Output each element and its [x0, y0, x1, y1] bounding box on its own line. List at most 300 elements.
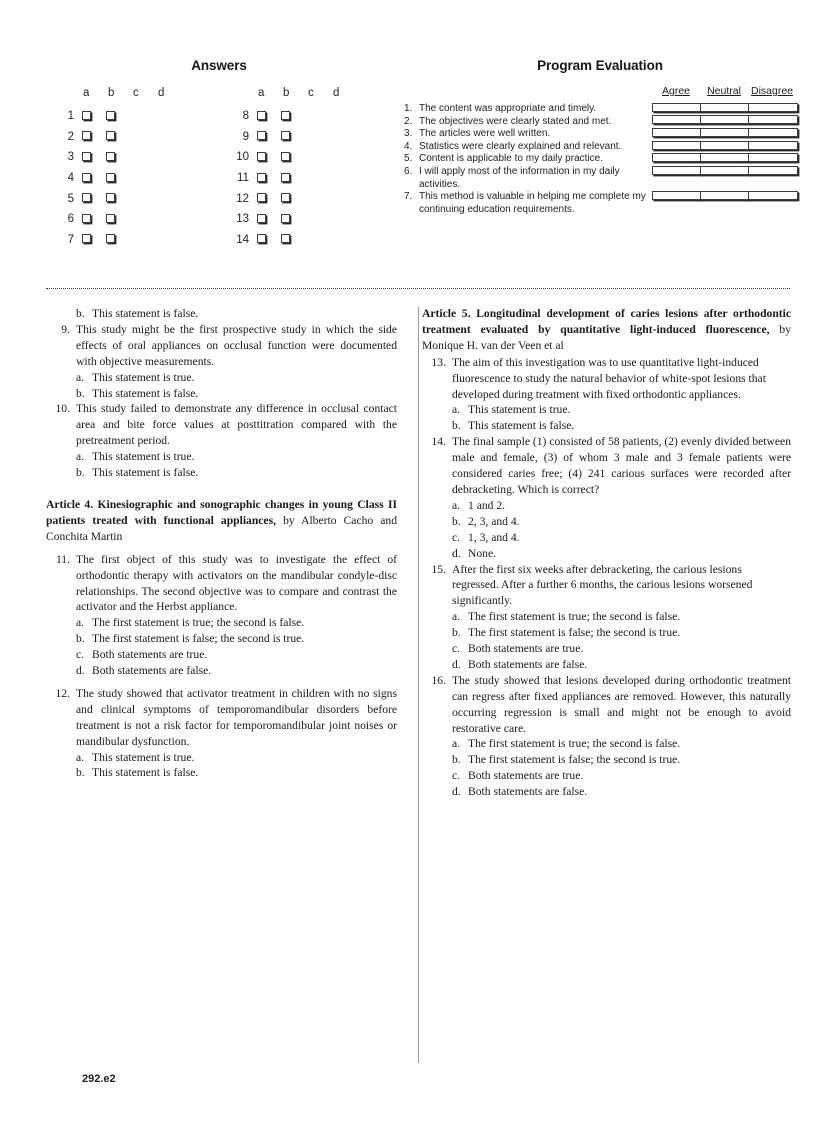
question-item [422, 434, 791, 561]
answers-title: Answers [191, 58, 247, 73]
question-body [452, 434, 791, 561]
answer-checkbox-b[interactable] [106, 151, 130, 163]
answer-row-number: 8 [242, 110, 249, 123]
evaluation-question-text: This method is valuable in helping me complete my continuing education requirements. [419, 191, 646, 215]
checkbox-icon[interactable] [82, 193, 91, 202]
answer-checkbox-b[interactable] [106, 110, 130, 122]
checkbox-icon[interactable] [652, 191, 702, 200]
question-option [452, 752, 791, 768]
option-letter: a. [452, 403, 461, 417]
answer-row [219, 147, 394, 168]
evaluation-checkbox-disagree[interactable] [748, 141, 796, 154]
article-4-heading [46, 497, 397, 545]
checkbox-icon[interactable] [257, 234, 266, 243]
checkbox-icon[interactable] [652, 128, 702, 137]
checkbox-icon[interactable] [257, 152, 266, 161]
answer-row-number: 7 [67, 233, 74, 246]
evaluation-question-number: 5. [404, 153, 413, 165]
answers-header-row [44, 85, 219, 101]
evaluation-question [404, 153, 652, 166]
evaluation-checkbox-disagree[interactable] [748, 128, 796, 141]
question-item [422, 355, 791, 435]
answer-checkbox-b[interactable] [281, 213, 305, 225]
checkbox-icon[interactable] [82, 173, 91, 182]
question-text: The final sample (1) consisted of 58 patients, (2) evenly divided between male and female, (3) of whom 3 male and 3 female patients were considered caries free; (4) 241 carious surfaces were recorded after debracketing. Which is correct? [452, 435, 791, 496]
question-number: 15. [431, 562, 446, 576]
option-text: This statement is true. [92, 750, 195, 764]
evaluation-checkbox-neutral[interactable] [700, 116, 748, 129]
answer-checkbox-a[interactable] [257, 213, 281, 225]
evaluation-question-number: 1. [404, 103, 413, 114]
checkbox-icon[interactable] [257, 173, 266, 182]
answer-row-number: 2 [67, 130, 74, 143]
answer-checkbox-b[interactable] [106, 172, 130, 184]
evaluation-row [404, 103, 796, 116]
evaluation-question [404, 128, 652, 141]
evaluation-row [404, 116, 796, 129]
question-text: This study failed to demonstrate any difference in occlusal contact area and bite force values at posttitration compared with the pretreatment period. [76, 402, 397, 448]
question-item [46, 552, 397, 679]
article-4-title: Article 4. Kinesiographic and sonographic changes in young Class II patients treated with functional appliances, [46, 497, 397, 527]
question-option [76, 386, 397, 402]
evaluation-question [404, 116, 652, 129]
checkbox-icon[interactable] [106, 111, 115, 120]
right-text-column [422, 306, 791, 800]
answer-row [44, 209, 219, 230]
question-option [452, 657, 791, 673]
answer-checkbox-a[interactable] [257, 234, 281, 246]
evaluation-question-text: Content is applicable to my daily practice. [419, 153, 603, 165]
option-letter: b. [76, 386, 85, 400]
evaluation-choices [652, 166, 796, 179]
checkbox-icon[interactable] [700, 103, 750, 112]
checkbox-icon[interactable] [700, 153, 750, 162]
answer-checkbox-b[interactable] [281, 131, 305, 143]
option-letter: c. [76, 648, 85, 662]
evaluation-checkbox-neutral[interactable] [700, 166, 748, 179]
answer-row [44, 127, 219, 148]
answer-row-number: 3 [67, 151, 74, 164]
checkbox-icon[interactable] [82, 214, 91, 223]
question-text: The first object of this study was to investigate the effect of orthodontic therapy with activators on the mandibular condyle-disc relationships. The second objective was to compare and contrast the activator and the Herbst appliance. [76, 552, 397, 614]
answers-header-row [219, 85, 394, 101]
question-option [76, 750, 397, 766]
answer-checkbox-b[interactable] [106, 213, 130, 225]
option-text: The first statement is false; the second is true. [468, 753, 681, 767]
checkbox-icon[interactable] [106, 234, 115, 243]
question-item [46, 686, 397, 781]
checkbox-icon[interactable] [281, 111, 290, 120]
answers-header-a: a [258, 87, 265, 99]
answer-checkbox-b[interactable] [106, 131, 130, 143]
checkbox-icon[interactable] [281, 173, 290, 182]
evaluation-question-text: The articles were well written. [419, 128, 551, 140]
question-item [422, 562, 791, 673]
evaluation-row [404, 191, 796, 216]
answer-row [219, 188, 394, 209]
checkbox-icon[interactable] [652, 115, 702, 124]
option-text: Both statements are false. [468, 657, 588, 671]
option-text: This statement is true. [92, 370, 195, 384]
question-spacer [46, 679, 397, 686]
checkbox-icon[interactable] [82, 234, 91, 243]
answer-checkbox-b[interactable] [281, 193, 305, 205]
evaluation-checkbox-neutral[interactable] [700, 103, 748, 116]
question-text: This study might be the first prospective study in which the side effects of oral appliances on occlusal function were documented with objective measurements. [76, 322, 397, 368]
checkbox-icon[interactable] [106, 173, 115, 182]
answer-row [44, 230, 219, 251]
question-item [422, 673, 791, 800]
question-option [76, 465, 397, 481]
answer-checkbox-a[interactable] [257, 110, 281, 122]
scale-label-neutral: Neutral [707, 85, 741, 97]
question-body [76, 686, 397, 781]
question-option [452, 784, 791, 800]
evaluation-question-number: 7. [404, 191, 413, 203]
article-5-heading [422, 306, 791, 354]
evaluation-choices [652, 103, 796, 116]
checkbox-icon[interactable] [748, 153, 798, 162]
answer-row-number: 9 [242, 130, 249, 143]
question-text: The aim of this investigation was to use quantitative light-induced fluorescence to study the natural behavior of white-spot lesions that developed during treatment with fixed orthodontic appliances. [452, 355, 766, 401]
question-body [452, 562, 791, 673]
option-letter: b. [76, 632, 85, 646]
option-text: This statement is false. [468, 419, 575, 433]
option-letter: d. [76, 664, 85, 678]
answer-checkbox-b[interactable] [281, 110, 305, 122]
checkbox-icon[interactable] [748, 103, 798, 112]
checkbox-icon[interactable] [281, 234, 290, 243]
checkbox-icon[interactable] [700, 128, 750, 137]
checkbox-icon[interactable] [700, 115, 750, 124]
question-number: 16. [431, 673, 446, 687]
checkbox-icon[interactable] [748, 115, 798, 124]
continuation-option [46, 306, 397, 322]
option-text: The first statement is true; the second is false. [468, 737, 681, 751]
checkbox-icon[interactable] [106, 131, 115, 140]
question-number: 10. [55, 402, 70, 416]
question-option [76, 615, 397, 631]
question-option [76, 663, 397, 679]
answer-row-number: 12 [236, 192, 249, 205]
answer-row [219, 209, 394, 230]
option-letter: b. [452, 753, 461, 767]
option-letter: c. [452, 769, 461, 783]
question-option [76, 765, 397, 781]
answer-row-number: 1 [67, 110, 74, 123]
checkbox-icon[interactable] [281, 152, 290, 161]
question-body [76, 401, 397, 481]
question-option [76, 631, 397, 647]
checkbox-icon[interactable] [281, 131, 290, 140]
evaluation-row [404, 128, 796, 141]
article-4-byline: by Alberto Cacho and Conchita Martin [46, 513, 398, 543]
evaluation-checkbox-disagree[interactable] [748, 103, 796, 116]
evaluation-choices [652, 153, 796, 166]
question-option [452, 402, 791, 418]
column-divider [418, 307, 419, 1063]
evaluation-checkbox-neutral[interactable] [700, 153, 748, 166]
evaluation-checkbox-agree[interactable] [652, 191, 700, 204]
question-option [452, 498, 791, 514]
checkbox-icon[interactable] [748, 166, 798, 175]
answer-row [44, 168, 219, 189]
question-option [452, 609, 791, 625]
option-text: Both statements are true. [468, 769, 584, 783]
evaluation-checkbox-agree[interactable] [652, 141, 700, 154]
checkbox-icon[interactable] [106, 214, 115, 223]
checkbox-icon[interactable] [281, 193, 290, 202]
option-text: Both statements are false. [92, 664, 212, 678]
option-text: 1 and 2. [468, 498, 506, 512]
answers-header-b: b [108, 87, 115, 99]
evaluation-question-number: 6. [404, 165, 413, 177]
option-letter: a. [76, 450, 85, 464]
checkbox-icon[interactable] [748, 191, 798, 200]
question-body [76, 322, 397, 402]
evaluation-checkbox-agree[interactable] [652, 166, 700, 179]
evaluation-question [404, 141, 652, 154]
evaluation-row [404, 153, 796, 166]
evaluation-checkbox-disagree[interactable] [748, 191, 796, 204]
question-option [452, 546, 791, 562]
checkbox-icon[interactable] [652, 153, 702, 162]
answer-row [219, 168, 394, 189]
option-letter: a. [452, 737, 461, 751]
answer-checkbox-a[interactable] [257, 131, 281, 143]
question-item [46, 322, 397, 402]
answer-row-number: 6 [67, 213, 74, 226]
option-letter: b. [452, 419, 461, 433]
answer-row [44, 188, 219, 209]
checkbox-icon[interactable] [700, 141, 750, 150]
evaluation-choices [652, 128, 796, 141]
article-5-title: Article 5. Longitudinal development of caries lesions after orthodontic treatment evaluated by quantitative light-induced fluorescence, [422, 307, 791, 336]
option-text: The first statement is true; the second is false. [468, 610, 681, 624]
option-text: The first statement is true; the second is false. [92, 616, 305, 630]
answers-grid [44, 85, 394, 250]
evaluation-checkbox-disagree[interactable] [748, 166, 796, 179]
question-text: The study showed that lesions developed during orthodontic treatment can regress after fixed appliances are removed. However, this naturally occurring regression is small and might not be enough to avoid restorative care. [452, 673, 791, 735]
evaluation-question [404, 103, 652, 116]
option-text: This statement is false. [92, 466, 199, 480]
question-body [76, 552, 397, 679]
option-letter: d. [452, 785, 461, 799]
option-text: This statement is false. [92, 386, 199, 400]
answer-row [219, 106, 394, 127]
option-text: None. [468, 546, 497, 560]
scale-label-agree: Agree [661, 85, 691, 97]
answers-header-c: c [308, 87, 314, 99]
evaluation-scale-header [404, 85, 796, 97]
answer-row-number: 13 [236, 213, 249, 226]
section-divider-dotted [46, 288, 790, 289]
answer-checkbox-b[interactable] [281, 151, 305, 163]
option-letter: b. [452, 626, 461, 640]
option-text: 2, 3, and 4. [468, 514, 520, 528]
answers-section [44, 58, 394, 250]
answers-header-b: b [283, 87, 290, 99]
option-letter: b. [76, 466, 85, 480]
checkbox-icon[interactable] [82, 131, 91, 140]
answer-row [219, 127, 394, 148]
page-folio: 292.e2 [82, 1073, 116, 1085]
checkbox-icon[interactable] [257, 214, 266, 223]
answers-column-right [219, 85, 394, 250]
question-body [452, 673, 791, 800]
question-option [76, 449, 397, 465]
evaluation-question-number: 2. [404, 115, 413, 127]
question-body [452, 355, 791, 435]
answer-row-number: 10 [236, 151, 249, 164]
option-letter: a. [76, 616, 85, 630]
option-text: The first statement is false; the second is true. [468, 626, 681, 640]
checkbox-icon[interactable] [257, 193, 266, 202]
checkbox-icon[interactable] [652, 166, 702, 175]
question-option [452, 625, 791, 641]
evaluation-question [404, 191, 652, 216]
question-option [452, 641, 791, 657]
answer-checkbox-a[interactable] [257, 172, 281, 184]
answers-column-left [44, 85, 219, 250]
program-evaluation-title: Program Evaluation [537, 58, 663, 73]
article-5-byline: by Monique H. van der Veen et al [422, 322, 791, 352]
option-letter: a. [76, 750, 85, 764]
evaluation-question-text: The content was appropriate and timely. [419, 103, 597, 114]
answer-row [219, 230, 394, 251]
answer-checkbox-b[interactable] [281, 234, 305, 246]
answer-row-number: 4 [67, 172, 74, 185]
evaluation-checkbox-neutral[interactable] [700, 141, 748, 154]
answer-checkbox-a[interactable] [82, 172, 106, 184]
option-letter: b. [76, 766, 85, 780]
evaluation-checkbox-agree[interactable] [652, 153, 700, 166]
evaluation-checkbox-disagree[interactable] [748, 116, 796, 129]
evaluation-checkbox-neutral[interactable] [700, 191, 748, 204]
program-evaluation-section [404, 58, 796, 216]
checkbox-icon[interactable] [106, 193, 115, 202]
evaluation-choices [652, 116, 796, 129]
question-option [452, 530, 791, 546]
answer-row-number: 11 [237, 172, 249, 185]
evaluation-checkbox-disagree[interactable] [748, 153, 796, 166]
answer-checkbox-b[interactable] [106, 234, 130, 246]
option-text: The first statement is false; the second is true. [92, 632, 305, 646]
question-option [452, 768, 791, 784]
answer-checkbox-b[interactable] [281, 172, 305, 184]
option-text: Both statements are true. [468, 642, 584, 656]
evaluation-checkbox-agree[interactable] [652, 103, 700, 116]
option-letter: b. [452, 514, 461, 528]
checkbox-icon[interactable] [652, 103, 702, 112]
answer-row-number: 14 [236, 233, 249, 246]
evaluation-question [404, 166, 652, 191]
option-letter: c. [452, 530, 461, 544]
left-text-column [46, 306, 397, 781]
question-number: 12. [55, 686, 70, 700]
option-letter: b. [76, 307, 85, 320]
evaluation-question-text: I will apply most of the information in my daily activities. [419, 165, 620, 190]
evaluation-choices [652, 191, 796, 204]
answer-checkbox-a[interactable] [82, 193, 106, 205]
evaluation-question-number: 3. [404, 128, 413, 140]
option-letter: a. [452, 498, 461, 512]
question-option [76, 647, 397, 663]
option-text: This statement is true. [92, 450, 195, 464]
question-option [452, 418, 791, 434]
answers-header-d: d [333, 87, 340, 99]
checkbox-icon[interactable] [748, 128, 798, 137]
answer-checkbox-b[interactable] [106, 193, 130, 205]
question-number: 13. [431, 355, 446, 369]
checkbox-icon[interactable] [281, 214, 290, 223]
evaluation-question-text: The objectives were clearly stated and met. [419, 115, 612, 127]
question-number: 9. [61, 322, 70, 336]
evaluation-question-text: Statistics were clearly explained and relevant. [419, 140, 622, 152]
evaluation-checkbox-agree[interactable] [652, 128, 700, 141]
checkbox-icon[interactable] [257, 111, 266, 120]
evaluation-question-number: 4. [404, 140, 413, 152]
option-text: This statement is false. [92, 307, 199, 320]
option-text: This statement is true. [468, 403, 571, 417]
evaluation-row [404, 166, 796, 191]
checkbox-icon[interactable] [82, 111, 91, 120]
checkbox-icon[interactable] [257, 131, 266, 140]
question-option [452, 514, 791, 530]
question-number: 11. [55, 552, 70, 566]
option-text: Both statements are false. [468, 785, 588, 799]
option-letter: a. [452, 610, 461, 624]
checkbox-icon[interactable] [700, 166, 750, 175]
question-text: After the first six weeks after debracketing, the carious lesions regressed. After a further 6 months, the carious lesions worsened significantly. [452, 562, 753, 608]
question-text: The study showed that activator treatment in children with no signs and clinical symptoms of temporomandibular disorders before treatment is not a risk factor for temporomandibular joint noises or mandibular dysfunction. [76, 686, 397, 748]
answer-checkbox-a[interactable] [82, 131, 106, 143]
answer-row-number: 5 [67, 192, 74, 205]
answer-checkbox-a[interactable] [257, 151, 281, 163]
scale-label-disagree: Disagree [750, 85, 794, 97]
evaluation-choices [652, 141, 796, 154]
evaluation-checkbox-neutral[interactable] [700, 128, 748, 141]
checkbox-icon[interactable] [106, 152, 115, 161]
option-text: This statement is false. [92, 766, 199, 780]
question-option [76, 370, 397, 386]
answers-header-d: d [158, 87, 165, 99]
option-letter: c. [452, 642, 461, 656]
answer-row [44, 147, 219, 168]
option-letter: d. [452, 657, 461, 671]
answer-checkbox-a[interactable] [257, 193, 281, 205]
checkbox-icon[interactable] [652, 141, 702, 150]
answers-header-a: a [83, 87, 90, 99]
answer-row [44, 106, 219, 127]
evaluation-row [404, 141, 796, 154]
answer-checkbox-a[interactable] [82, 213, 106, 225]
question-number: 14. [431, 435, 446, 449]
checkbox-icon[interactable] [700, 191, 750, 200]
option-text: Both statements are true. [92, 648, 208, 662]
option-letter: a. [76, 370, 85, 384]
answer-checkbox-a[interactable] [82, 234, 106, 246]
checkbox-icon[interactable] [748, 141, 798, 150]
option-letter: d. [452, 546, 461, 560]
question-option [452, 736, 791, 752]
evaluation-checkbox-agree[interactable] [652, 116, 700, 129]
answer-checkbox-a[interactable] [82, 110, 106, 122]
answer-checkbox-a[interactable] [82, 151, 106, 163]
answers-header-c: c [133, 87, 139, 99]
checkbox-icon[interactable] [82, 152, 91, 161]
option-text: 1, 3, and 4. [468, 530, 520, 544]
